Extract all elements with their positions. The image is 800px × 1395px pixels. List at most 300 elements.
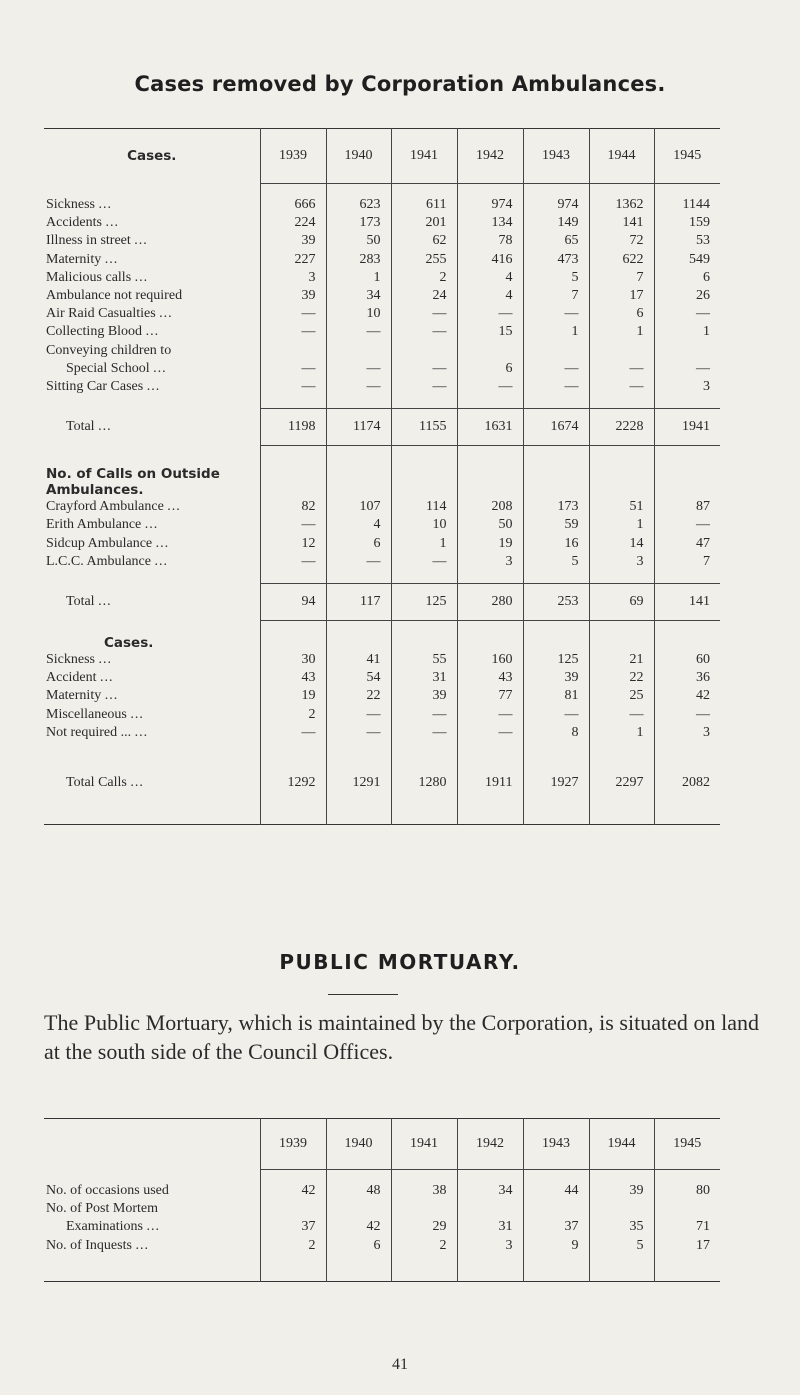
row-label-text: Accident [46,670,97,686]
row-label [44,1200,260,1218]
row-label [44,360,260,378]
cell-value [326,1200,391,1218]
cell-value: — [260,516,326,534]
cell-value: 1362 [589,196,654,214]
row-label-text: Ambulance not required [46,288,183,304]
cell-value: 5 [523,269,589,287]
cell-value: — [260,360,326,378]
spacer-cell [589,812,654,825]
cell-value: 1144 [654,196,720,214]
row-label-text: Illness in street [46,233,131,249]
spacer-cell [326,396,391,409]
cell-value: — [523,378,589,396]
spacer-cell [654,396,720,409]
cell-value: 3 [654,724,720,742]
cell-value: 19 [260,687,326,705]
cell-value: 253 [523,584,589,621]
cell-value: 5 [523,553,589,571]
cell-value: — [589,378,654,396]
row-label [44,251,260,269]
cell-value: 149 [523,214,589,232]
total-row [44,409,720,446]
section-header: Cases. [104,635,154,652]
cell-value: — [457,706,523,724]
cell-value: — [326,323,391,341]
spacer-row [44,812,720,825]
cell-value: — [589,706,654,724]
spacer-cell [326,1170,391,1183]
cell-value: 30 [260,651,326,669]
cell-value: 50 [326,232,391,250]
spacer-cell [391,396,457,409]
cell-value [391,1200,457,1218]
cell-value: 55 [391,651,457,669]
leader-dots: ... [100,670,114,686]
cell-value: 173 [326,214,391,232]
cell-value: — [523,706,589,724]
cell-value [523,1200,589,1218]
cell-value: 3 [589,553,654,571]
cell-value: 255 [391,251,457,269]
cell-value: 623 [326,196,391,214]
year-header: 1944 [589,1119,654,1170]
cell-value: 50 [457,516,523,534]
row-label-text: Collecting Blood [46,324,143,340]
cell-value: 141 [654,584,720,621]
cell-value: 26 [654,287,720,305]
cell-value: 6 [457,360,523,378]
spacer-cell [260,571,326,584]
spacer-cell [654,446,720,459]
cell-value: 25 [589,687,654,705]
spacer-cell [391,571,457,584]
table-row [44,724,720,742]
spacer-cell [391,184,457,197]
cell-value: 1911 [457,754,523,812]
row-label [44,754,260,812]
cell-value: 7 [589,269,654,287]
cell-value: 39 [391,687,457,705]
table-row [44,305,720,323]
spacer-cell [260,458,326,498]
cell-value [654,342,720,360]
spacer-cell [589,396,654,409]
table-row [44,1218,720,1236]
year-header: 1945 [654,1119,720,1170]
spacer-cell [589,742,654,754]
spacer-cell [457,396,523,409]
cell-value: — [260,378,326,396]
cell-value: 473 [523,251,589,269]
spacer-cell [654,184,720,197]
cell-value: 3 [260,269,326,287]
cell-value: 21 [589,651,654,669]
cell-value: 44 [523,1182,589,1200]
row-label-text: Miscellaneous [46,706,127,722]
cell-value: 7 [654,553,720,571]
cell-value: 47 [654,535,720,553]
cell-value: 4 [457,269,523,287]
cell-value: 3 [457,1237,523,1255]
cell-value: 42 [654,687,720,705]
spacer-cell [326,1255,391,1282]
cell-value: 9 [523,1237,589,1255]
leader-dots: ... [105,215,119,231]
spacer-cell [589,571,654,584]
table-row [44,269,720,287]
table-row [44,196,720,214]
row-label [44,287,260,305]
cell-value: — [326,706,391,724]
cell-value: — [523,360,589,378]
cell-value: 12 [260,535,326,553]
spacer-cell [654,1255,720,1282]
spacer-cell [44,396,260,409]
cell-value: 42 [260,1182,326,1200]
table-row [44,287,720,305]
leader-dots: ... [104,251,119,267]
cell-value: 80 [654,1182,720,1200]
cell-value: 39 [589,1182,654,1200]
spacer-cell [523,184,589,197]
row-label-text: Maternity [46,688,102,704]
spacer-cell [44,571,260,584]
leader-dots: ... [153,360,167,376]
cell-value: 2 [391,1237,457,1255]
row-label-text: L.C.C. Ambulance [46,553,151,569]
cell-value: 280 [457,584,523,621]
row-label-text: Examinations [66,1219,143,1235]
row-label-text: Not required ... [46,724,132,740]
cell-value: 114 [391,498,457,516]
spacer-cell [44,812,260,825]
cell-value: 666 [260,196,326,214]
spacer-cell [589,184,654,197]
spacer-cell [44,1255,260,1282]
cell-value: 1198 [260,409,326,446]
row-label [44,1218,260,1236]
row-label-text: Crayford Ambulance [46,499,164,515]
row-label [44,724,260,742]
row-label [44,269,260,287]
cell-value: 37 [260,1218,326,1236]
leader-dots: ... [134,269,149,285]
leader-dots: ... [159,306,173,322]
row-label-text: Sickness [46,197,95,212]
cell-value: 39 [523,669,589,687]
cell-value: 81 [523,687,589,705]
cell-value: 31 [391,669,457,687]
cell-value: — [654,305,720,323]
spacer-cell [523,396,589,409]
cell-value: 42 [326,1218,391,1236]
cell-value: — [457,724,523,742]
cell-value [654,1200,720,1218]
cell-value: — [654,706,720,724]
cell-value: — [391,706,457,724]
year-header: 1942 [457,1119,523,1170]
spacer-cell [326,458,391,498]
spacer-cell [391,742,457,754]
cell-value: 1 [654,323,720,341]
cell-value: 65 [523,232,589,250]
cell-value: — [260,305,326,323]
row-label [44,305,260,323]
cell-value: 7 [523,287,589,305]
spacer-row [44,1255,720,1282]
cell-value [523,342,589,360]
cell-value: 71 [654,1218,720,1236]
cell-value [589,1200,654,1218]
spacer-cell [589,1170,654,1183]
spacer-cell [260,621,326,652]
year-header: 1945 [654,129,720,184]
cell-value: — [654,360,720,378]
cell-value: 3 [654,378,720,396]
row-label-text: Air Raid Casualties [46,306,156,322]
cell-value: 2082 [654,754,720,812]
cell-value: 1927 [523,754,589,812]
cell-value: — [391,553,457,571]
section-header-row [44,621,720,652]
cell-value: 1155 [391,409,457,446]
leader-dots: ... [135,1237,149,1253]
cell-value: 6 [589,305,654,323]
spacer-cell [654,742,720,754]
leader-dots: ... [98,594,112,610]
cell-value: — [523,305,589,323]
spacer-cell [523,571,589,584]
cell-value: 78 [457,232,523,250]
table-row [44,360,720,378]
spacer-cell [457,812,523,825]
ambulance-table [44,128,720,825]
divider [328,994,398,995]
row-label [44,706,260,724]
year-header: 1941 [391,1119,457,1170]
table-row [44,1182,720,1200]
cell-value: 107 [326,498,391,516]
spacer-cell [523,446,589,459]
spacer-cell [326,812,391,825]
cell-value: — [326,360,391,378]
spacer-cell [44,742,260,754]
cell-value: 1 [326,269,391,287]
cell-value: — [457,378,523,396]
cell-value: 2 [391,269,457,287]
table-row [44,251,720,269]
row-label-text: No. of Inquests [46,1237,132,1253]
spacer-row [44,571,720,584]
cell-value: 6 [326,1237,391,1255]
cell-value: 36 [654,669,720,687]
cell-value [457,1200,523,1218]
cell-value: 24 [391,287,457,305]
cell-value: 208 [457,498,523,516]
cell-value: — [260,323,326,341]
cell-value: 416 [457,251,523,269]
spacer-cell [589,621,654,652]
year-header: 1940 [326,1119,391,1170]
cell-value: 22 [589,669,654,687]
spacer-cell [457,1170,523,1183]
cell-value: — [457,305,523,323]
leader-dots: ... [134,233,148,249]
spacer-cell [457,621,523,652]
spacer-cell [260,1170,326,1183]
total-row [44,584,720,621]
cell-value: 59 [523,516,589,534]
cell-value: 622 [589,251,654,269]
spacer-cell [260,812,326,825]
spacer-cell [44,184,260,197]
cell-value: 14 [589,535,654,553]
cell-value: 8 [523,724,589,742]
cell-value: 39 [260,232,326,250]
spacer-cell [589,458,654,498]
row-label-text: Accidents [46,215,102,231]
leader-dots: ... [98,419,112,435]
row-label-text: Sickness [46,652,95,668]
spacer-cell [523,812,589,825]
cell-value: — [654,516,720,534]
cell-value: 1174 [326,409,391,446]
row-label-text: Erith Ambulance [46,517,142,533]
row-label-text: Sidcup Ambulance [46,535,153,551]
row-label [44,409,260,446]
cell-value [391,342,457,360]
leader-dots: ... [167,499,181,515]
row-label [44,323,260,341]
row-label [44,516,260,534]
table-row [44,687,720,705]
blank-header [44,1119,260,1170]
spacer-row [44,742,720,754]
cell-value: 39 [260,287,326,305]
spacer-cell [654,812,720,825]
leader-dots: ... [98,197,112,212]
row-label [44,669,260,687]
cell-value: 22 [326,687,391,705]
leader-dots: ... [130,775,144,791]
cell-value: 4 [326,516,391,534]
spacer-row [44,446,720,459]
cell-value [260,1200,326,1218]
row-label-text: Maternity [46,251,102,267]
row-label [44,196,260,214]
cell-value: 16 [523,535,589,553]
spacer-cell [654,1170,720,1183]
spacer-cell [326,621,391,652]
cell-value: 1291 [326,754,391,812]
cell-value: 15 [457,323,523,341]
row-label [44,378,260,396]
spacer-cell [457,742,523,754]
spacer-cell [457,458,523,498]
row-label-text: Special School [66,360,150,376]
spacer-cell [260,184,326,197]
row-label-text: Total [66,419,95,435]
cell-value: — [326,724,391,742]
leader-dots: ... [155,535,170,551]
ambulance-title: Cases removed by Corporation Ambulances. [134,72,666,96]
table-row [44,214,720,232]
cell-value: — [326,378,391,396]
cell-value: 1292 [260,754,326,812]
cell-value: 6 [326,535,391,553]
mortuary-title: PUBLIC MORTUARY. [279,950,521,974]
cell-value: 38 [391,1182,457,1200]
row-label [44,214,260,232]
cell-value: — [260,724,326,742]
table-row [44,498,720,516]
year-header: 1939 [260,1119,326,1170]
cell-value: 37 [523,1218,589,1236]
cell-value: 1 [589,323,654,341]
spacer-cell [589,1255,654,1282]
spacer-row [44,1170,720,1183]
table-row [44,553,720,571]
cell-value: 62 [391,232,457,250]
cell-value: 2 [260,1237,326,1255]
spacer-cell [44,1170,260,1183]
table-row [44,516,720,534]
row-label-text: Total [66,594,95,610]
cell-value [326,342,391,360]
spacer-cell [589,446,654,459]
spacer-cell [523,1255,589,1282]
table-row [44,669,720,687]
leader-dots: ... [146,1219,160,1235]
cell-value: 974 [457,196,523,214]
cell-value: 173 [523,498,589,516]
header-row [44,129,720,184]
spacer-cell [326,446,391,459]
cell-value: 125 [523,651,589,669]
spacer-cell [523,458,589,498]
cell-value: 5 [589,1237,654,1255]
spacer-cell [457,446,523,459]
cell-value: 1941 [654,409,720,446]
row-label [44,1182,260,1200]
spacer-cell [391,1170,457,1183]
cell-value: 35 [589,1218,654,1236]
cell-value: 125 [391,584,457,621]
table-row [44,535,720,553]
cell-value: 72 [589,232,654,250]
cell-value: — [391,724,457,742]
cell-value: 134 [457,214,523,232]
cell-value: 43 [457,669,523,687]
cell-value: 117 [326,584,391,621]
table-row [44,378,720,396]
spacer-cell [260,446,326,459]
row-label-text: Total Calls [66,775,127,791]
cell-value: — [326,553,391,571]
cell-value: 60 [654,651,720,669]
spacer-cell [326,184,391,197]
cell-value: 82 [260,498,326,516]
cell-value: 29 [391,1218,457,1236]
mortuary-paragraph: The Public Mortuary, which is maintained by the Corporation, is situated on land at the south side of the Council Offices. [44,1010,759,1064]
cell-value [260,342,326,360]
section-header: No. of Calls on Outside Ambulances. [46,466,220,499]
cell-value: 611 [391,196,457,214]
cell-value: 17 [654,1237,720,1255]
row-label [44,651,260,669]
spacer-cell [523,1170,589,1183]
spacer-cell [391,446,457,459]
